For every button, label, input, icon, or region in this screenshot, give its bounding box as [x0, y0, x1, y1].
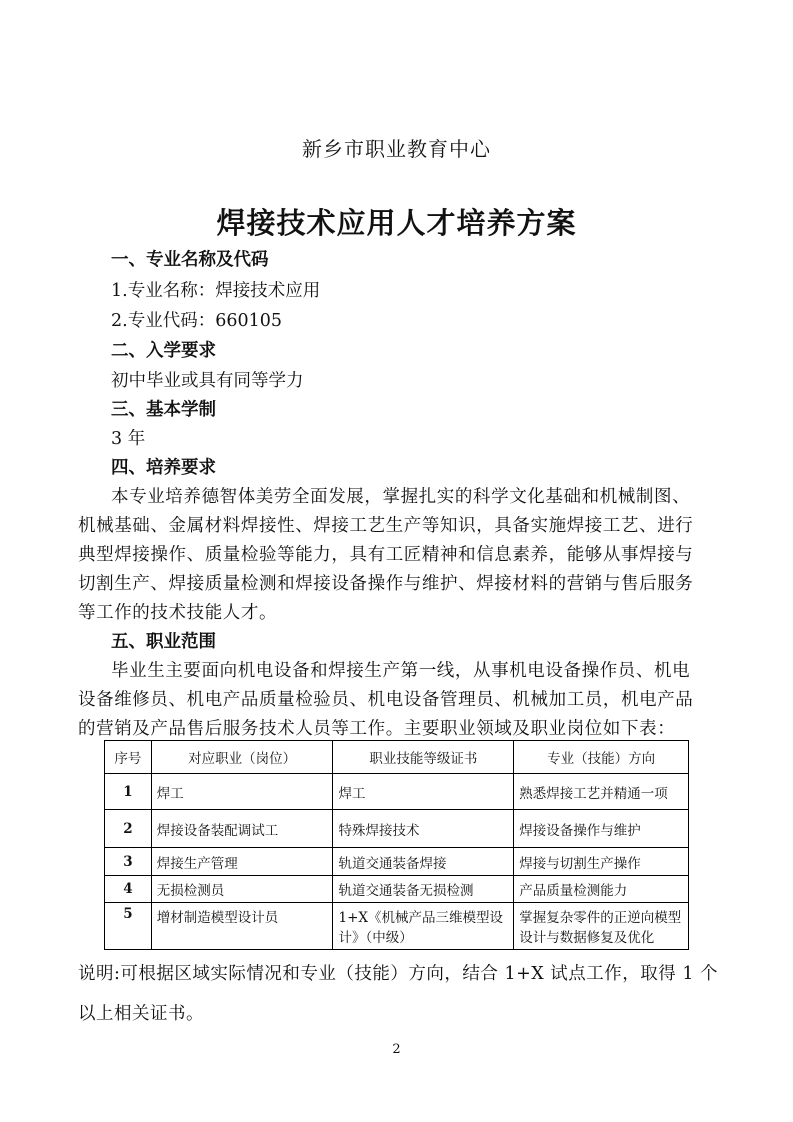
row-certificate: 轨道交通装备无损检测 [333, 876, 514, 903]
row-index: 4 [105, 876, 152, 903]
note-line: 以上相关证书。 [78, 1004, 204, 1024]
row-direction: 掌握复杂零件的正逆向模型设计与数据修复及优化 [514, 903, 689, 950]
section-2-heading: 二、入学要求 [111, 341, 216, 361]
training-paragraph-line: 切割生产、焊接质量检测和焊接设备操作与维护、焊接材料的营销与售后服务 [78, 574, 694, 594]
row-certificate: 特殊焊接技术 [333, 810, 514, 848]
header-certificate: 职业技能等级证书 [333, 741, 514, 774]
row-index: 5 [105, 903, 152, 950]
row-occupation: 焊接设备装配调试工 [151, 810, 333, 848]
row-index: 1 [105, 774, 152, 810]
row-occupation: 焊接生产管理 [151, 848, 333, 876]
career-paragraph-line: 设备维修员、机电产品质量检验员、机电设备管理员、机械加工员，机电产品 [78, 690, 694, 710]
table-row [105, 810, 689, 848]
table-header-row [105, 741, 689, 774]
career-paragraph-line: 毕业生主要面向机电设备和焊接生产第一线，从事机电设备操作员、机电 [111, 661, 691, 681]
header-index: 序号 [105, 741, 152, 774]
duration-text: 3 年 [111, 429, 146, 449]
row-certificate: 轨道交通装备焊接 [333, 848, 514, 876]
training-paragraph-line: 本专业培养德智体美劳全面发展，掌握扎实的科学文化基础和机械制图、 [111, 487, 691, 507]
row-occupation: 无损检测员 [151, 876, 333, 903]
row-certificate: 1+X《机械产品三维模型设计》（中级） [333, 903, 514, 950]
document-title: 焊接技术应用人才培养方案 [216, 206, 577, 240]
row-direction: 熟悉焊接工艺并精通一项 [514, 774, 689, 810]
occupation-table [104, 740, 689, 950]
major-name-line: 1.专业名称：焊接技术应用 [111, 281, 321, 301]
row-certificate: 焊工 [333, 774, 514, 810]
table-row [105, 774, 689, 810]
admission-text: 初中毕业或具有同等学力 [111, 371, 304, 391]
row-direction: 产品质量检测能力 [514, 876, 689, 903]
row-index: 2 [105, 810, 152, 848]
table-row [105, 876, 689, 903]
section-1-heading: 一、专业名称及代码 [111, 250, 269, 270]
section-5-heading: 五、职业范围 [111, 632, 216, 652]
section-3-heading: 三、基本学制 [111, 400, 216, 420]
organization-header: 新乡市职业教育中心 [302, 137, 491, 161]
career-paragraph-line: 的营销及产品售后服务技术人员等工作。主要职业领域及职业岗位如下表： [78, 719, 676, 739]
row-index: 3 [105, 848, 152, 876]
header-occupation: 对应职业（岗位） [151, 741, 333, 774]
training-paragraph-line: 等工作的技术技能人才。 [78, 603, 278, 623]
training-paragraph-line: 典型焊接操作、质量检验等能力，具有工匠精神和信息素养，能够从事焊接与 [78, 545, 694, 565]
major-code-line: 2.专业代码：660105 [111, 311, 283, 331]
row-direction: 焊接与切割生产操作 [514, 848, 689, 876]
table-row [105, 903, 689, 950]
row-occupation: 焊工 [151, 774, 333, 810]
section-4-heading: 四、培养要求 [111, 458, 216, 478]
row-direction: 焊接设备操作与维护 [514, 810, 689, 848]
page-number: 2 [392, 1042, 401, 1057]
table-row [105, 848, 689, 876]
note-line: 说明:可根据区域实际情况和专业（技能）方向，结合 1+X 试点工作，取得 1 个 [78, 964, 719, 984]
row-occupation: 增材制造模型设计员 [151, 903, 333, 950]
training-paragraph-line: 机械基础、金属材料焊接性、焊接工艺生产等知识，具备实施焊接工艺、进行 [78, 516, 694, 536]
header-direction: 专业（技能）方向 [514, 741, 689, 774]
